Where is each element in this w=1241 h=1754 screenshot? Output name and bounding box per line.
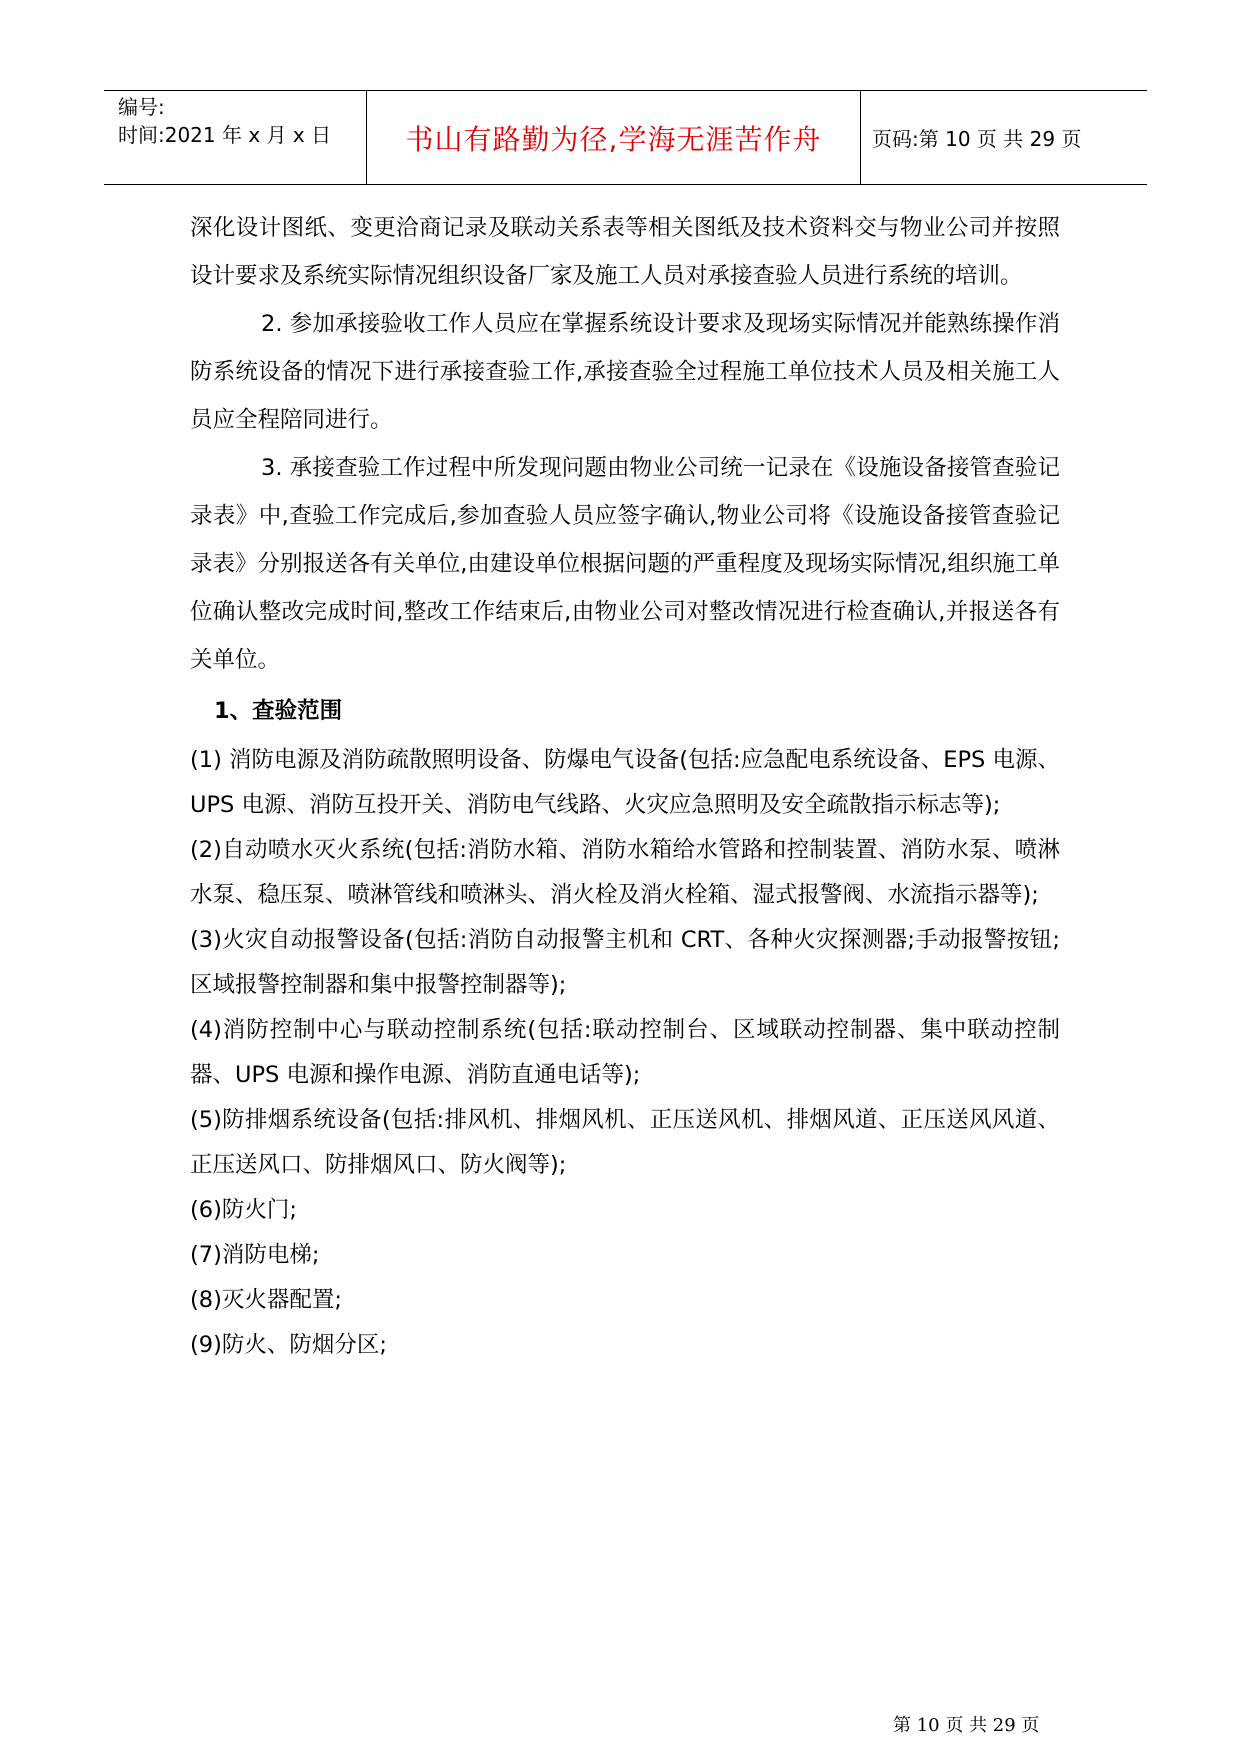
list-item: (4)消防控制中心与联动控制系统(包括:联动控制台、区域联动控制器、集中联动控制器、UPS 电源和操作电源、消防直通电话等); xyxy=(190,1017,1060,1088)
header-divider xyxy=(860,91,861,184)
doc-time-label: 时间:2021 年 x 月 x 日 xyxy=(118,123,332,147)
list-item: (2)自动喷水灭火系统(包括:消防水箱、消防水箱给水管路和控制装置、消防水泵、喷淋水泵、稳压泵、喷淋管线和喷淋头、消火栓及消火栓箱、湿式报警阀、水流指示器等); xyxy=(190,837,1060,908)
header-motto: 书山有路勤为径,学海无涯苦作舟 xyxy=(405,122,822,156)
paragraph-intro: 深化设计图纸、变更洽商记录及联动关系表等相关图纸及技术资料交与物业公司并按照设计要求及系统实际情况组织设备厂家及施工人员对承接查验人员进行系统的培训。 xyxy=(190,215,1060,289)
paragraph-2: 2. 参加承接验收工作人员应在掌握系统设计要求及现场实际情况并能熟练操作消防系统设备的情况下进行承接查验工作,承接查验全过程施工单位技术人员及相关施工人员应全程陪同进行。 xyxy=(190,311,1060,433)
list-item: (8)灭火器配置; xyxy=(190,1287,342,1313)
list-item: (9)防火、防烟分区; xyxy=(190,1332,387,1358)
page-header xyxy=(104,90,1147,185)
list-item: (3)火灾自动报警设备(包括:消防自动报警主机和 CRT、各种火灾探测器;手动报警按钮;区域报警控制器和集中报警控制器等); xyxy=(190,927,1060,998)
header-page-info: 页码:第 10 页 共 29 页 xyxy=(872,127,1082,151)
list-item: (6)防火门; xyxy=(190,1197,297,1223)
list-item: (5)防排烟系统设备(包括:排风机、排烟风机、正压送风机、排烟风道、正压送风风道、正压送风口、防排烟风口、防火阀等); xyxy=(190,1107,1060,1178)
list-item: (7)消防电梯; xyxy=(190,1242,320,1268)
header-meta xyxy=(118,93,331,149)
paragraph-3: 3. 承接查验工作过程中所发现问题由物业公司统一记录在《设施设备接管查验记录表》中,查验工作完成后,参加查验人员应签字确认,物业公司将《设施设备接管查验记录表》分别报送各有关单位,由建设单位根据问题的严重程度及现场实际情况,组织施工单位确认整改完成时间,整改工作结束后,由物业公司对整改情况进行检查确认,并报送各有关单位。 xyxy=(190,455,1060,673)
doc-number-label: 编号: xyxy=(118,95,165,119)
section-title: 1、查验范围 xyxy=(214,698,343,724)
document-body xyxy=(190,204,1060,1368)
list-item: (1) 消防电源及消防疏散照明设备、防爆电气设备(包括:应急配电系统设备、EPS 电源、UPS 电源、消防互投开关、消防电气线路、火灾应急照明及安全疏散指示标志等); xyxy=(190,747,1060,818)
page-footer: 第 10 页 共 29 页 xyxy=(893,1715,1040,1736)
